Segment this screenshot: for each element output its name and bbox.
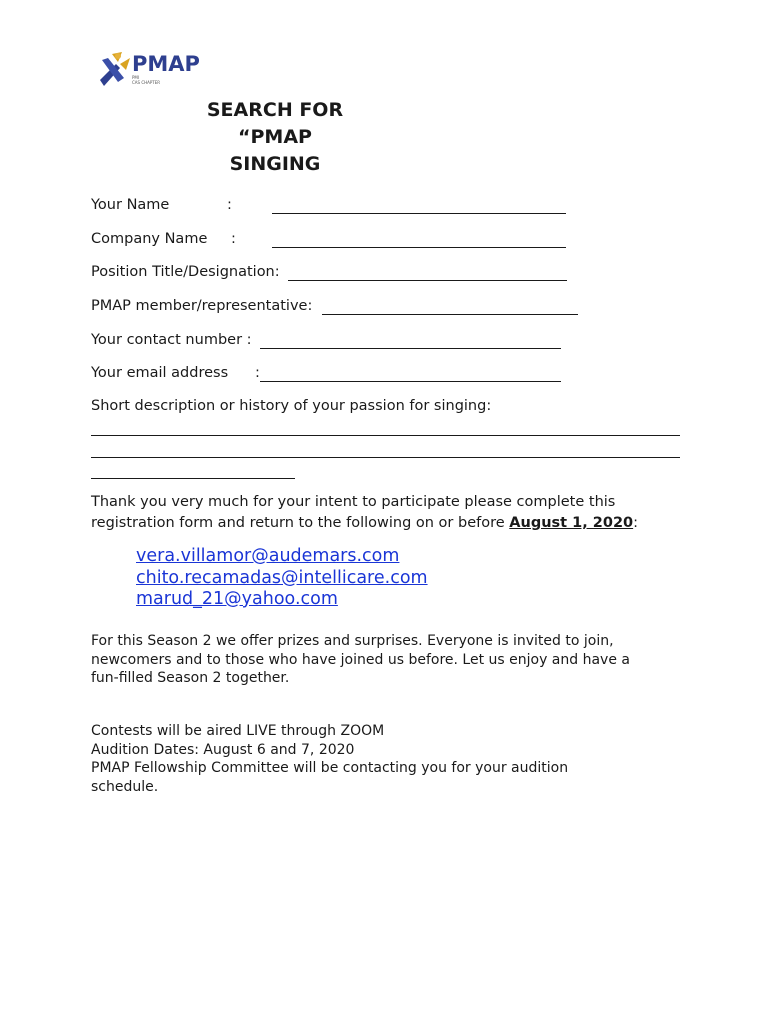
email-list (136, 546, 428, 611)
email-link-chito[interactable]: chito.recamadas@intellicare.com (136, 567, 428, 588)
description-line-1[interactable] (91, 435, 680, 436)
thanks-line-1: Thank you very much for your intent to participate please complete this (91, 494, 616, 510)
company-name-field[interactable] (272, 247, 566, 248)
company-name-label: Company Name (91, 231, 208, 247)
contact-field[interactable] (260, 348, 561, 349)
your-name-field[interactable] (272, 213, 566, 214)
thanks-line-2: registration form and return to the following on or before August 1, 2020: (91, 515, 639, 531)
contest-info (91, 722, 691, 796)
deadline-date: August 1, 2020 (509, 515, 634, 531)
season-paragraph (91, 632, 691, 688)
your-name-label: Your Name (91, 197, 170, 213)
email-link-vera[interactable]: vera.villamor@audemars.com (136, 546, 400, 566)
title-line-1: SEARCH FOR (206, 99, 344, 121)
description-line-3[interactable] (91, 478, 295, 479)
contact-label: Your contact number : (91, 332, 252, 348)
email-field[interactable] (260, 381, 561, 382)
logo-subtext: PMI CAS CHAPTER (132, 75, 161, 85)
email-label: Your email address (91, 365, 229, 381)
member-label: PMAP member/representative: (91, 298, 313, 314)
season-line-2: newcomers and to those who have joined us before. Let us enjoy and have a (91, 651, 630, 668)
pmap-logo (98, 50, 208, 90)
pmap-logo-mark-icon (98, 50, 134, 88)
thanks-paragraph (91, 492, 638, 534)
season-line-1: For this Season 2 we offer prizes and surprises. Everyone is invited to join, (91, 633, 614, 649)
company-name-colon: : (231, 231, 236, 247)
title-line-3: SINGING (229, 153, 321, 175)
email-colon: : (255, 365, 260, 381)
description-label: Short description or history of your passion for singing: (91, 398, 492, 414)
description-line-2[interactable] (91, 457, 680, 458)
title-line-2: “PMAP (238, 126, 312, 148)
position-field[interactable] (288, 280, 567, 281)
contest-line-4: schedule. (91, 778, 159, 795)
contest-line-3: PMAP Fellowship Committee will be contacting you for your audition (91, 760, 569, 776)
email-link-marud[interactable]: marud_21@yahoo.com (136, 589, 338, 609)
contest-line-1: Contests will be aired LIVE through ZOOM (91, 723, 385, 739)
member-field[interactable] (322, 314, 578, 315)
position-label: Position Title/Designation: (91, 264, 280, 280)
logo-text: PMAP (132, 52, 200, 76)
season-line-3: fun-filled Season 2 together. (91, 670, 290, 686)
your-name-colon: : (227, 197, 232, 213)
page-title (175, 97, 375, 178)
contest-line-2: Audition Dates: August 6 and 7, 2020 (91, 741, 355, 758)
